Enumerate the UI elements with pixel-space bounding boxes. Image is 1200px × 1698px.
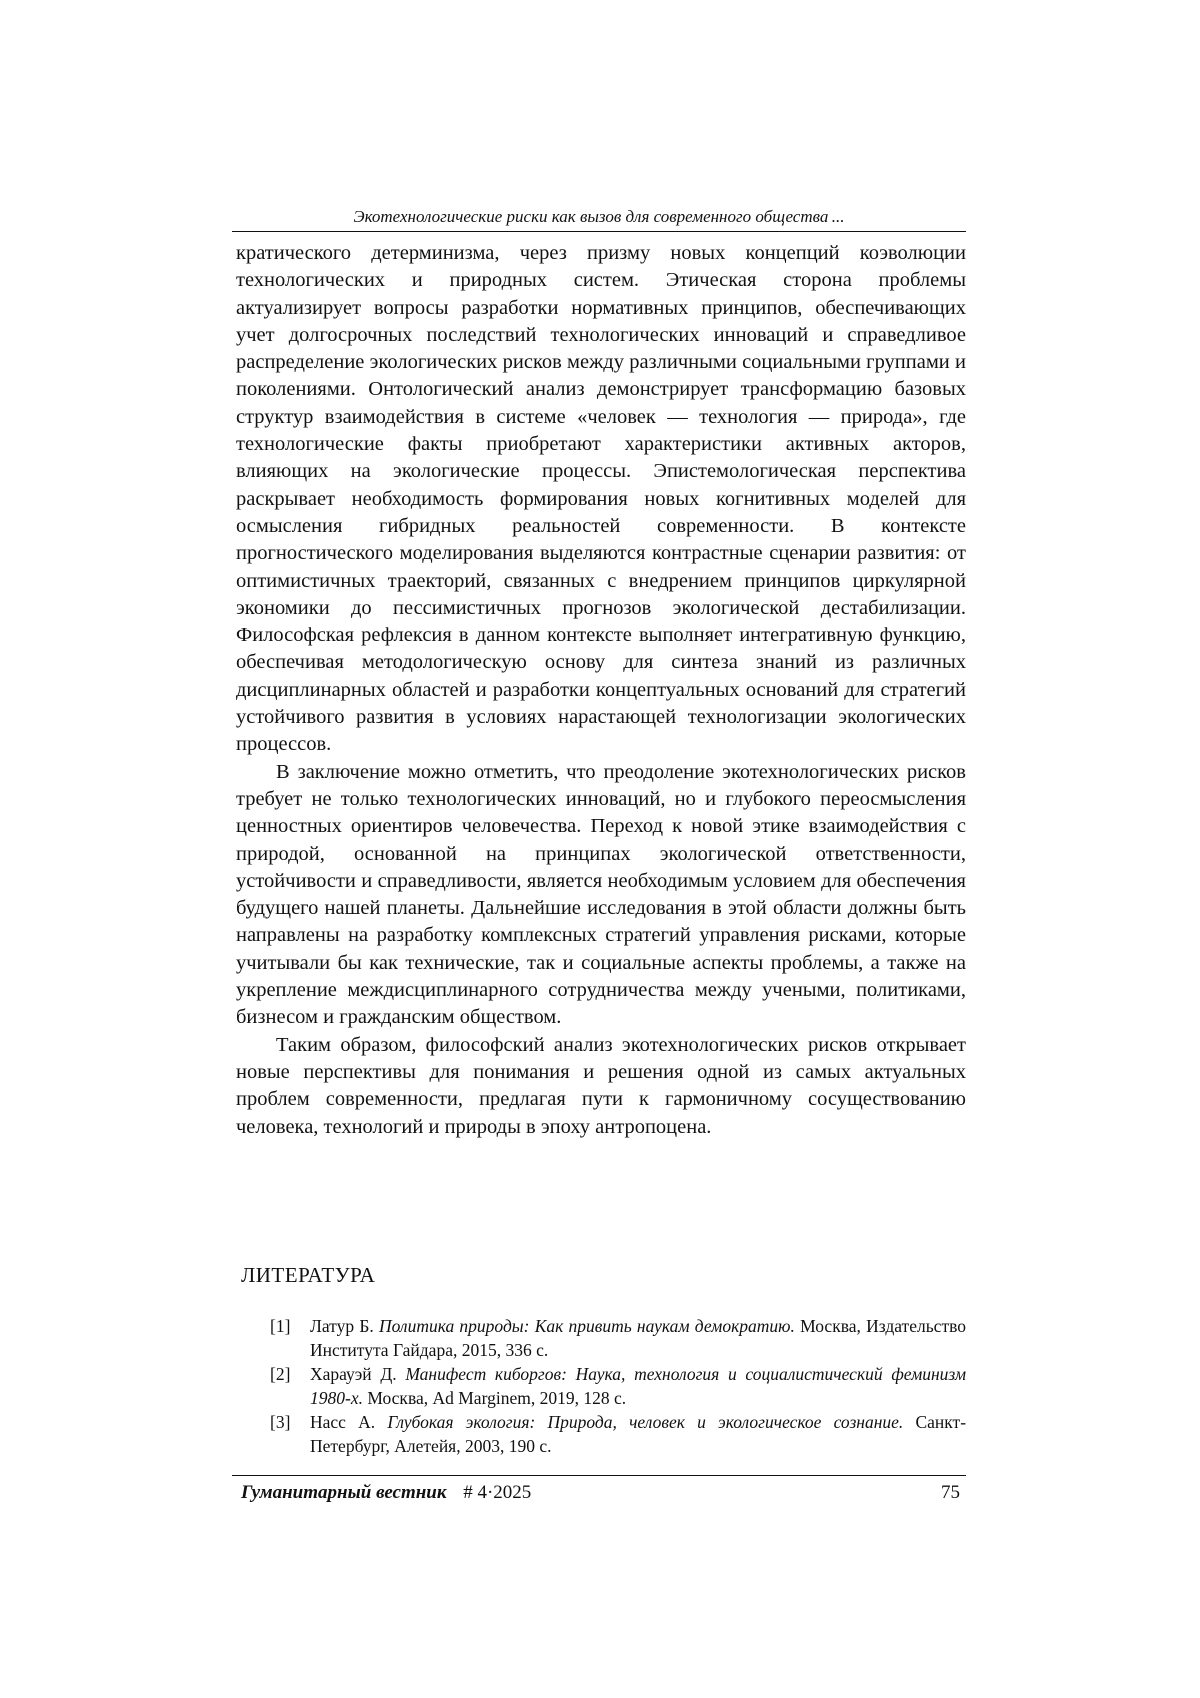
reference-author: Харауэй Д.: [310, 1364, 397, 1384]
paragraph-conclusion: В заключение можно отметить, что преодоление экотехнологических рисков требует не только технологических инноваций, но и глубокого переосмысления ценностных ориентиров человечества. Переход к новой этике взаимодействия с природой, основанной на принципах экологической ответственности, устойчивости и справедливости, является необходимым условием для обеспечения будущего нашей планеты. Дальнейшие исследования в этой области должны быть направлены на разработку комплексных стратегий управления рисками, которые учитывали бы как технические, так и социальные аспекты проблемы, а также на укрепление междисциплинарного сотрудничества между учеными, политиками, бизнесом и гражданским обществом.: [236, 760, 966, 1029]
paragraph-summary: Таким образом, философский анализ экотехнологических рисков открывает новые перспективы для понимания и решения одной из самых актуальных проблем современности, предлагая пути к гармоничному сосуществованию человека, технологий и природы в эпоху антропоцена.: [236, 1033, 966, 1138]
journal-name: Гуманитарный вестник: [241, 1482, 447, 1503]
reference-author: Нaсс А.: [310, 1412, 376, 1432]
references-heading: ЛИТЕРАТУРА: [241, 1263, 376, 1287]
issue-number: # 4·2025: [463, 1482, 532, 1503]
reference-title: Глубокая экология: Природа, человек и экологическое сознание.: [387, 1412, 904, 1432]
page-number: 75: [941, 1482, 960, 1503]
footer-rule: [232, 1475, 966, 1476]
reference-details: Москва, Ad Marginem, 2019, 128 с.: [367, 1387, 627, 1408]
paragraph-continued: кратического детерминизма, через призму новых концепций коэволюции технологических и природных систем. Этическая сторона проблемы актуализирует вопросы разработки нормативных принципов, обеспечивающих учет долгосрочных последствий технологических инноваций и справедливое распределение экологических рисков между различными социальными группами и поколениями. Онтологический анализ демонстрирует трансформацию базовых структур взаимодействия в системе «человек — технология — природа», где технологические факты приобретают характеристики активных акторов, влияющих на экологические процессы. Эпистемологическая перспектива раскрывает необходимость формирования новых когнитивных моделей для осмысления гибридных реальностей современности. В контексте прогностического моделирования выделяются контрастные сценарии развития: от оптимистичных траекторий, связанных с внедрением принципов циркулярной экономики до пессимистичных прогнозов экологической дестабилизации. Философская рефлексия в данном контексте выполняет интегративную функцию, обеспечивая методологическую основу для синтеза знаний из различных дисциплинарных областей и разработки концептуальных оснований для стратегий устойчивого развития в условиях нарастающей технологизации экологических процессов.: [236, 242, 966, 756]
page-footer: [241, 1481, 966, 1505]
header-rule: [232, 231, 966, 232]
reference-number: [3]: [270, 1412, 291, 1432]
running-head: Экотехнологические риски как вызов для современного общества ...: [353, 207, 845, 226]
reference-number: [1]: [270, 1316, 291, 1336]
references-list: [270, 1315, 966, 1459]
reference-details: Санкт-Петербург, Алетейя, 2003, 190 с.: [310, 1412, 967, 1456]
reference-item: [270, 1363, 966, 1410]
reference-author: Латур Б.: [310, 1316, 374, 1336]
reference-details: Москва, Издательство Института Гайдара, 2015, 336 с.: [310, 1316, 966, 1360]
reference-item: [270, 1315, 966, 1362]
article-body: [236, 240, 966, 1141]
reference-item: [270, 1411, 966, 1458]
reference-number: [2]: [270, 1364, 291, 1384]
reference-title: Политика природы: Как привить наукам демократию.: [378, 1316, 795, 1336]
reference-title: Манифест киборгов: Наука, технология и социалистический феминизм 1980-х.: [310, 1364, 966, 1408]
